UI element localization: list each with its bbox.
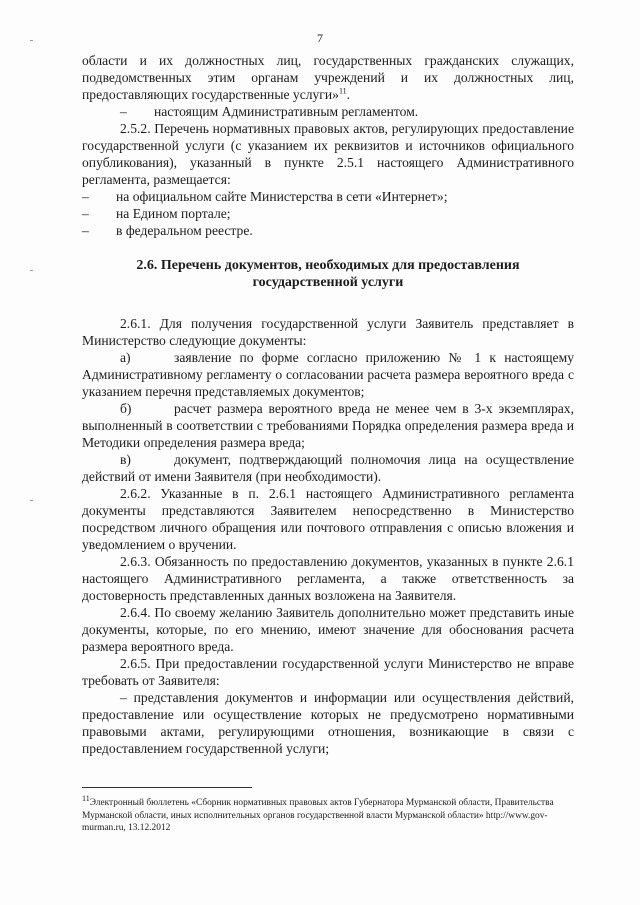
- paragraph-2-6-5: 2.6.5. При предоставлении государственной услуги Министерство не вправе требовать от Заявителя:: [82, 656, 574, 688]
- section-heading: 2.6. Перечень документов, необходимых для предоставления государственной услуги: [136, 258, 520, 290]
- paragraph-2-6-2: 2.6.2. Указанные в п. 2.6.1 настоящего Административного регламента документы представляются Заявителем непосредственно в Министерство посредством личного обращения или почтового отправления с описью вложения и уведомлением о вручении.: [82, 486, 574, 552]
- list-item: – в федеральном реестре.: [82, 223, 253, 238]
- footnote-ref: 11: [338, 86, 347, 96]
- footnote: [82, 793, 574, 835]
- list-item: – настоящим Административным регламентом.: [120, 104, 419, 119]
- paragraph-2-6-5-item: – представления документов и информации или осуществления действий, предоставление или осуществление которых не предусмотрено нормативными правовыми актами, регулирующими отношения, возникающие в связи с предоставлением государственной услуги;: [82, 690, 574, 756]
- scan-mark: [30, 270, 33, 271]
- paragraph-2-5-2: 2.5.2. Перечень нормативных правовых актов, регулирующих предоставление государственной услуги (с указанием их реквизитов и источников официального опубликования), указанный в пункте 2.5.1 настоящего Административного регламента, размещается:: [82, 121, 574, 187]
- list-item: б) расчет размера вероятного вреда не менее чем в 3-х экземплярах, выполненный в соответствии с требованиями Порядка определения размера вреда и Методики определения размера вреда;: [82, 401, 574, 450]
- list-item: в) документ, подтверждающий полномочия лица на осуществление действий от имени Заявителя (при необходимости).: [82, 452, 574, 484]
- paragraph-2-6-1: 2.6.1. Для получения государственной услуги Заявитель представляет в Министерство следующие документы:: [82, 316, 574, 348]
- page-number: 7: [317, 31, 323, 45]
- paragraph-2-6-4: 2.6.4. По своему желанию Заявитель дополнительно может представить иные документы, которые, по его мнению, имеют значение для обоснования расчета размера вероятного вреда.: [82, 605, 574, 654]
- footnote-divider: [82, 787, 252, 788]
- footnote-number: 11: [82, 793, 90, 803]
- document-body: [82, 52, 574, 757]
- continuation-paragraph: области и их должностных лиц, государственных гражданских служащих, подведомственных этим органам учреждений и их должностных лиц, предоставляющих государственные услуги»$^{11}$.: [82, 53, 574, 102]
- footnote-text: Электронный бюллетень «Сборник нормативных правовых актов Губернатора Мурманской области, Правительства Мурманской области, иных исполнительных органов государственной власти Мурманской области» http://www.gov-murman.ru, 13.12.2012: [82, 798, 554, 833]
- paragraph-2-6-3: 2.6.3. Обязанность по предоставлению документов, указанных в пункте 2.6.1 настоящего Административного регламента, а также ответственность за достоверность представленных данных возложена на Заявителя.: [82, 554, 574, 603]
- list-item: а) заявление по форме согласно приложению № 1 к настоящему Административному регламенту о согласовании расчета размера вероятного вреда с указанием перечня представляемых документов;: [82, 350, 574, 399]
- list-item: – на Едином портале;: [82, 206, 231, 221]
- list-item: – на официальном сайте Министерства в сети «Интернет»;: [82, 189, 448, 204]
- scan-mark: [30, 500, 33, 501]
